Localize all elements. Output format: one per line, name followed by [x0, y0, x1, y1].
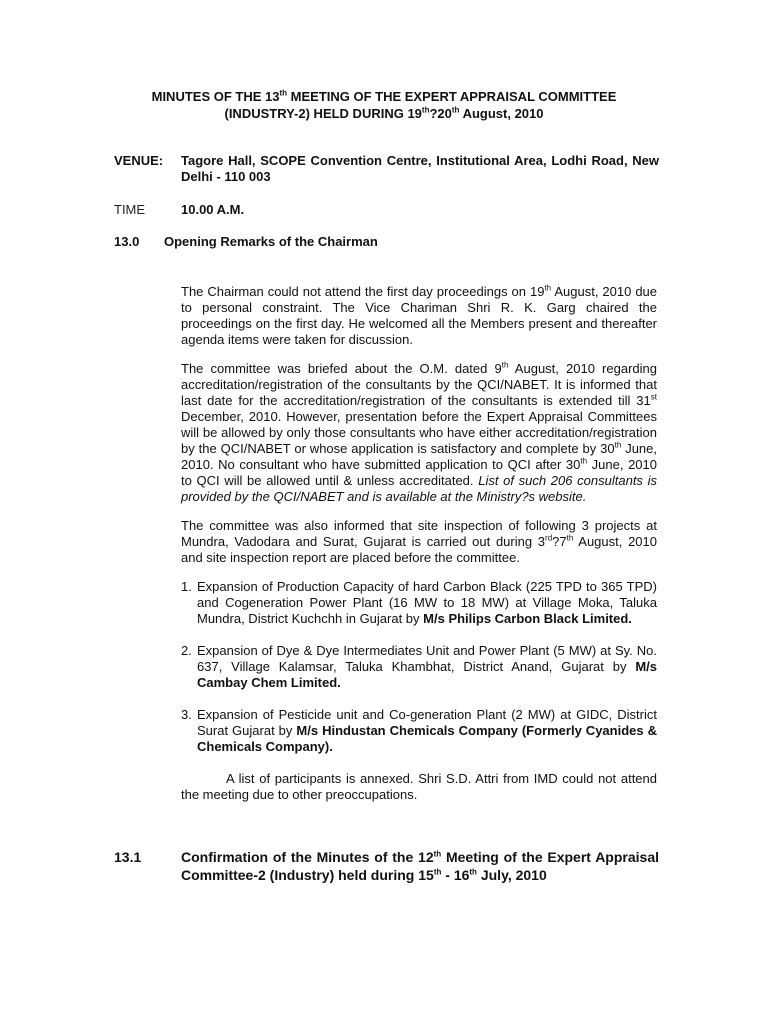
paragraph-participants: A list of participants is annexed. Shri S.D. Attri from IMD could not attend the meeting due to other preoccupations. — [181, 771, 657, 802]
project-list — [181, 579, 657, 755]
section-number: 13.0 — [114, 234, 140, 249]
paragraph-accreditation: The committee was briefed about the O.M. dated 9th August, 2010 regarding accreditation/registration of the consultants by the QCI/NABET. It is informed that last date for the accreditation/registration of the consultants is extended till 31st December, 2010. However, presentation before the Expert Appraisal Committees will be allowed by only those consultants who have either accreditation/registration by the QCI/NABET or whose application is satisfactory and complete by 30th June, 2010. No consultant who have submitted application to QCI after 30th June, 2010 to QCI will be allowed until & unless accreditated. List of such 206 consultants is provided by the QCI/NABET and is available at the Ministry?s website. — [181, 360, 658, 504]
list-item: 2. Expansion of Dye & Dye Intermediates Unit and Power Plant (5 MW) at Sy. No. 637, Village Kalamsar, Taluka Khambhat, District Anand, Gujarat by M/s Cambay Chem Limited. — [181, 643, 657, 690]
title-line-1: MINUTES OF THE 13th MEETING OF THE EXPERT APPRAISAL COMMITTEE — [151, 88, 617, 104]
section-13-1-heading — [114, 848, 659, 884]
venue-label: VENUE: — [114, 153, 164, 168]
time-value: 10.00 A.M. — [181, 202, 245, 217]
paragraph-chairman: The Chairman could not attend the first day proceedings on 19th August, 2010 due to personal constraint. The Vice Chariman Shri R. K. Garg chaired the proceedings on the first day. He welcomed all the Members present and thereafter agenda items were taken for discussion. — [181, 283, 658, 347]
paragraph-site-inspection: The committee was also informed that site inspection of following 3 projects at Mundra, Vadodara and Surat, Gujarat is carried out during 3rd?7th August, 2010 and site inspection report are placed before the committee. — [181, 518, 657, 565]
venue-value: Tagore Hall, SCOPE Convention Centre, Institutional Area, Lodhi Road, New Delhi - 110 003 — [181, 153, 659, 184]
section-title: Confirmation of the Minutes of the 12th Meeting of the Expert Appraisal Committee-2 (Industry) held during 15th - 16th July, 2010 — [181, 849, 659, 883]
section-body — [181, 284, 657, 816]
time-label: TIME — [114, 202, 146, 217]
section-title: Opening Remarks of the Chairman — [164, 234, 378, 249]
section-number: 13.1 — [114, 849, 142, 865]
title-line-2: (INDUSTRY-2) HELD DURING 19th?20th August, 2010 — [224, 105, 544, 121]
list-item: 3. Expansion of Pesticide unit and Co-generation Plant (2 MW) at GIDC, District Surat Gujarat by M/s Hindustan Chemicals Company (Formerly Cyanides & Chemicals Company). — [181, 707, 657, 754]
document-title — [0, 88, 768, 122]
list-item: 1. Expansion of Production Capacity of hard Carbon Black (225 TPD to 365 TPD) and Cogeneration Power Plant (16 MW to 18 MW) at Village Moka, Taluka Mundra, District Kuchchh in Gujarat by M/s Philips Carbon Black Limited. — [181, 579, 657, 626]
